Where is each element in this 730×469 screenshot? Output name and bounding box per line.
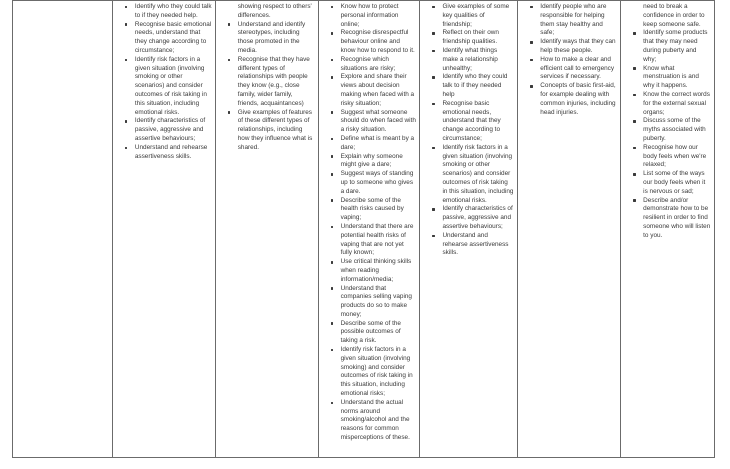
- bullet-icon: [633, 94, 636, 97]
- list-item: [331, 153, 417, 171]
- list-item: [228, 3, 315, 21]
- bullet-icon: [331, 59, 334, 62]
- list-item: [432, 100, 514, 144]
- list-item-text: Recognise which situations are risky;: [340, 55, 396, 72]
- list-item: [432, 144, 514, 206]
- list-item: [633, 65, 711, 91]
- list-item: [125, 117, 212, 143]
- list-item-text: Identify who they could talk to if they needed help.: [134, 3, 212, 19]
- bullet-icon: [633, 120, 636, 123]
- list-item-text: Understand and rehearse assertiveness skills.: [134, 143, 208, 160]
- list-item: [331, 399, 417, 443]
- list-item: [331, 135, 417, 153]
- list-item: [432, 47, 514, 73]
- bullet-icon: [331, 226, 334, 229]
- list-item-text: Suggest what someone should do when faced with a risky situation.: [340, 108, 416, 134]
- bullet-icon: [633, 147, 636, 150]
- list-item: [331, 109, 417, 135]
- bullet-icon: [331, 199, 334, 202]
- list-item: [331, 197, 417, 223]
- list-item: [530, 56, 617, 82]
- bullet-icon: [530, 59, 533, 62]
- list-item-text: Know what menstruation is and why it happens.: [643, 64, 699, 90]
- table-cell-3: [216, 1, 319, 457]
- list-item-text: Use critical thinking skills when reading information/media;: [340, 258, 412, 283]
- bullet-icon: [331, 349, 334, 352]
- bullet-icon: [432, 235, 435, 238]
- bullet-icon: [331, 6, 334, 9]
- list-item-text: Understand that companies selling vaping products do so to make money;: [340, 284, 412, 318]
- list-item-text: Identify ways that they can help these people.: [540, 38, 616, 54]
- bullet-icon: [633, 67, 636, 70]
- list-item: [432, 3, 514, 29]
- bullet-icon: [125, 120, 128, 123]
- list-item-text: Recognise basic emotional needs, understand that they change according to circumstance;: [442, 99, 501, 142]
- list-item-text: need to break a confidence in order to keep someone safe.: [643, 3, 705, 28]
- list-item: [432, 73, 514, 99]
- list-item-text: Know how to protect personal information online;: [340, 3, 399, 28]
- bullet-icon: [331, 32, 334, 35]
- list-item-text: Understand the actual norms around smoking/alcohol and the reasons for common misperceptions of these.: [340, 398, 410, 442]
- bullet-icon: [125, 59, 128, 62]
- list-item: [125, 3, 212, 21]
- list-item-text: Recognise that they have different types of relationships with people they know (e.g., close family, wider family, friends, acquaintances): [237, 55, 310, 107]
- list-item: [228, 56, 315, 109]
- list-item: [125, 144, 212, 162]
- list-item-text: Describe and/or demonstrate how to be resilient in order to find someone who will listen to you.: [643, 196, 711, 239]
- table-cell-4: [319, 1, 421, 457]
- list-item-text: Concepts of basic first-aid, for example dealing with common injuries, including head injuries.: [540, 82, 616, 116]
- list-item: [432, 29, 514, 47]
- list-item-text: Identify what things make a relationship unhealthy;: [442, 46, 498, 72]
- list-item-text: Know the correct words for the external sexual organs;: [643, 90, 710, 116]
- bullet-icon: [530, 6, 533, 9]
- list-item: [331, 320, 417, 346]
- list-item: [331, 223, 417, 258]
- list-item-text: Give examples of features of these different types of relationships, including how they influence what is shared.: [237, 108, 313, 151]
- list-item: [331, 73, 417, 108]
- list-item: [530, 38, 617, 56]
- list-item: [633, 144, 711, 170]
- bullet-icon: [331, 76, 334, 79]
- list-item-text: Recognise basic emotional needs, understand that they change according to circumstance;: [134, 20, 212, 54]
- list-item: [432, 205, 514, 231]
- bullet-icon: [125, 23, 128, 26]
- list-item: [331, 346, 417, 399]
- bullet-icon: [331, 138, 334, 141]
- table-cell-7: [621, 1, 715, 457]
- list-item: [331, 285, 417, 320]
- list-item-text: Explore and share their views about decision making when faced with a risky situation;: [340, 73, 415, 107]
- bullet-icon: [331, 173, 334, 176]
- table-cell-5: [420, 1, 518, 457]
- list-item: [530, 82, 617, 117]
- list-item: [125, 56, 212, 118]
- list-item-text: How to make a clear and efficient call to emergency services if necessary.: [540, 55, 615, 81]
- list-item: [633, 29, 711, 64]
- bullet-icon: [432, 103, 435, 106]
- list-item-text: Describe some of the possible outcomes of taking a risk.: [340, 319, 401, 345]
- list-item-text: Discuss some of the myths associated with puberty.: [643, 117, 706, 142]
- bullet-icon: [432, 147, 435, 150]
- list-item-text: Explain why someone might give a dare;: [340, 152, 403, 169]
- bullet-icon: [125, 6, 128, 9]
- list-item: [633, 170, 711, 196]
- bullet-icon: [432, 76, 435, 79]
- list-item-text: Suggest ways of standing up to someone who gives a dare.: [340, 170, 414, 195]
- list-item-text: Describe some of the health risks caused by vaping;: [340, 196, 404, 222]
- list-item-text: Identify risk factors in a given situation (involving smoking) and consider outcomes of risk taking in this situation, including emotional risks;: [340, 346, 413, 398]
- list-item-text: showing respect to others' differences.: [237, 3, 312, 19]
- list-item-text: Identify who they could talk to if they needed help: [442, 73, 508, 98]
- bullet-icon: [125, 147, 128, 150]
- list-item-text: Identify risk factors in a given situation (involving smoking or other scenarios) and consider outcomes of risk taking in this situation, including emotional risks.: [134, 55, 207, 116]
- list-item: [432, 232, 514, 258]
- list-item: [633, 117, 711, 143]
- bullet-icon: [633, 173, 636, 176]
- bullet-icon: [530, 41, 533, 44]
- list-item: [228, 21, 315, 56]
- list-item-text: Understand and rehearse assertiveness skills.: [442, 231, 509, 257]
- bullet-icon: [432, 32, 435, 35]
- bullet-icon: [331, 287, 334, 290]
- bullet-icon: [228, 111, 231, 114]
- list-item: [331, 56, 417, 74]
- bullet-icon: [331, 111, 334, 114]
- table-cell-2: [113, 1, 216, 457]
- bullet-icon: [530, 85, 533, 88]
- bullet-icon: [633, 199, 636, 202]
- bullet-icon: [432, 50, 435, 53]
- list-item: [331, 170, 417, 196]
- table-cell-6: [518, 1, 621, 457]
- list-item: [331, 3, 417, 29]
- list-item: [125, 21, 212, 56]
- list-item-text: Identify people who are responsible for helping them stay healthy and safe;: [540, 3, 607, 37]
- list-item: [331, 29, 417, 55]
- list-item-text: Define what is meant by a dare;: [340, 134, 415, 151]
- list-item: [633, 197, 711, 241]
- list-item: [331, 258, 417, 284]
- list-item-text: Identify some products that they may need during puberty and why;: [643, 29, 708, 63]
- list-item: [633, 91, 711, 117]
- list-item-text: Give examples of some key qualities of friendship;: [442, 3, 510, 28]
- list-item-text: Identify characteristics of passive, aggressive and assertive behaviours;: [134, 117, 206, 142]
- list-item-text: Identify characteristics of passive, aggressive and assertive behaviours;: [442, 205, 513, 230]
- table-cell-1: [13, 1, 113, 457]
- list-item-text: Understand that there are potential health risks of vaping that are not yet fully known;: [340, 222, 414, 257]
- bullet-icon: [228, 59, 231, 62]
- curriculum-table: [12, 0, 715, 458]
- bullet-icon: [228, 23, 231, 26]
- bullet-icon: [331, 155, 334, 158]
- list-item-text: Recognise how our body feels when we're relaxed;: [643, 143, 707, 169]
- list-item: [633, 3, 711, 29]
- bullet-icon: [331, 261, 334, 264]
- list-item-text: Identify risk factors in a given situation (involving smoking or other scenarios) and consider outcomes of risk taking in this situation, including emotional risks.: [442, 143, 514, 204]
- bullet-icon: [331, 322, 334, 325]
- bullet-icon: [432, 6, 435, 9]
- bullet-icon: [633, 32, 636, 35]
- list-item-text: Understand and identify stereotypes, including those promoted in the media.: [237, 20, 306, 54]
- list-item: [228, 109, 315, 153]
- list-item-text: Recognise disrespectful behaviour online and know how to respond to it.: [340, 29, 415, 54]
- bullet-icon: [432, 208, 435, 211]
- bullet-icon: [331, 402, 334, 405]
- list-item-text: List some of the ways our body feels when it is nervous or sad;: [643, 170, 706, 195]
- list-item-text: Reflect on their own friendship qualities.: [442, 29, 499, 46]
- list-item: [530, 3, 617, 38]
